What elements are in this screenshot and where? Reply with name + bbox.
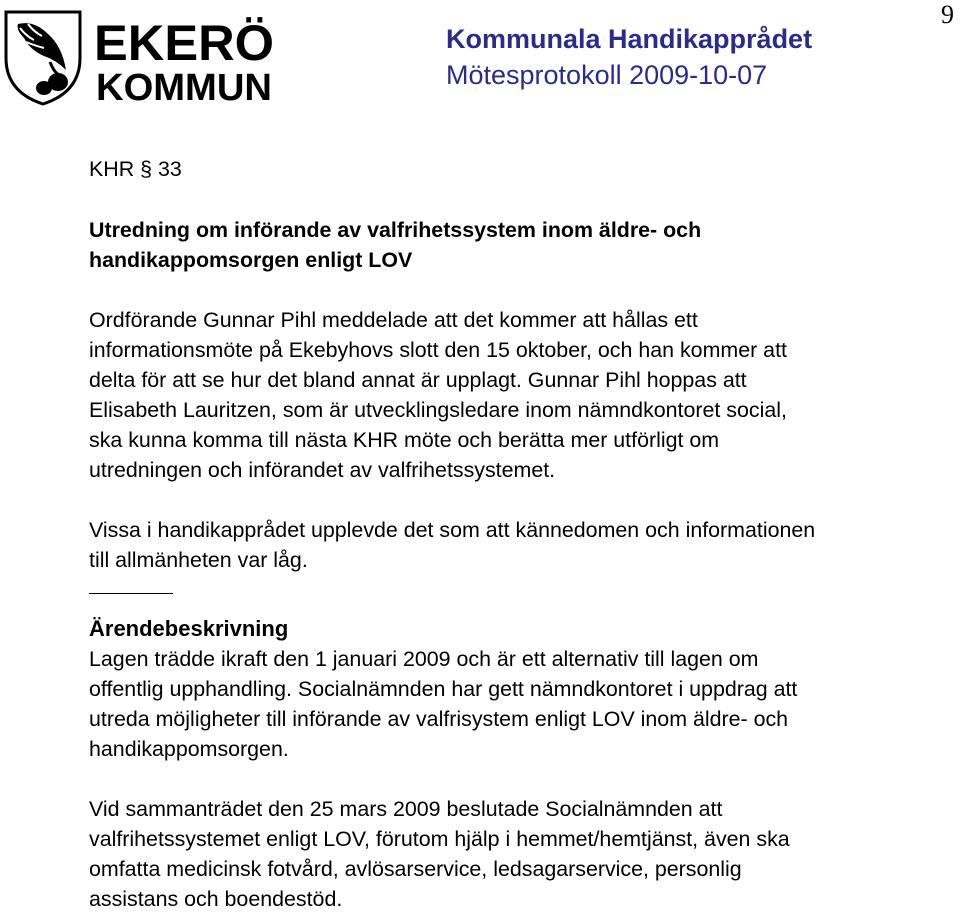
committee-title: Kommunala Handikapprådet bbox=[446, 24, 813, 54]
document-body bbox=[89, 154, 959, 914]
case-title-line: handikappomsorgen enligt LOV bbox=[89, 248, 413, 272]
protocol-subtitle: Mötesprotokoll 2009-10-07 bbox=[446, 60, 768, 90]
text-line: till allmänheten var låg. bbox=[89, 548, 308, 572]
text-line: Ordförande Gunnar Pihl meddelade att det kommer att hållas ett bbox=[89, 308, 698, 332]
paragraph-meeting-info bbox=[89, 305, 959, 485]
case-title bbox=[89, 215, 959, 275]
text-line: Vid sammanträdet den 25 mars 2009 beslutade Socialnämnden att bbox=[89, 797, 723, 821]
text-line: handikappomsorgen. bbox=[89, 737, 289, 761]
subheading-case-description: Ärendebeskrivning bbox=[89, 616, 289, 641]
text-line: Elisabeth Lauritzen, som är utvecklingsledare inom nämndkontoret social, bbox=[89, 398, 787, 422]
text-line: delta för att se hur det bland annat är upplagt. Gunnar Pihl hoppas att bbox=[89, 368, 747, 392]
page-number: 9 bbox=[941, 0, 954, 29]
paragraph-public-awareness bbox=[89, 515, 959, 575]
text-line: ska kunna komma till nästa KHR möte och berätta mer utförligt om bbox=[89, 428, 720, 452]
text-line: utredningen och införandet av valfrihetssystemet. bbox=[89, 458, 556, 482]
text-line: offentlig upphandling. Socialnämnden har gett nämndkontoret i uppdrag att bbox=[89, 677, 798, 701]
text-line: informationsmöte på Ekebyhovs slott den 15 oktober, och han kommer att bbox=[89, 338, 787, 362]
paragraph-law-description bbox=[89, 644, 959, 764]
case-title-line: Utredning om införande av valfrihetssystem inom äldre- och bbox=[89, 218, 702, 242]
text-line: valfrihetssystemet enligt LOV, förutom hjälp i hemmet/hemtjänst, även ska bbox=[89, 827, 790, 851]
text-line: utreda möjligheter till införande av valfrisystem enligt LOV inom äldre- och bbox=[89, 707, 789, 731]
separator-line bbox=[89, 575, 173, 594]
text-line: Lagen trädde ikraft den 1 januari 2009 och är ett alternativ till lagen om bbox=[89, 647, 759, 671]
text-line: assistans och boendestöd. bbox=[89, 887, 343, 911]
paragraph-decision bbox=[89, 794, 959, 914]
ekero-kommun-logo bbox=[4, 6, 276, 106]
text-line: Vissa i handikapprådet upplevde det som att kännedomen och informationen bbox=[89, 518, 816, 542]
text-line: omfatta medicinsk fotvård, avlösarservice, ledsagarservice, personlig bbox=[89, 857, 742, 881]
logo-line1: EKERÖ bbox=[94, 15, 274, 71]
shield-icon bbox=[6, 12, 80, 104]
logo-line2: KOMMUN bbox=[96, 67, 272, 106]
section-reference: KHR § 33 bbox=[89, 157, 182, 181]
